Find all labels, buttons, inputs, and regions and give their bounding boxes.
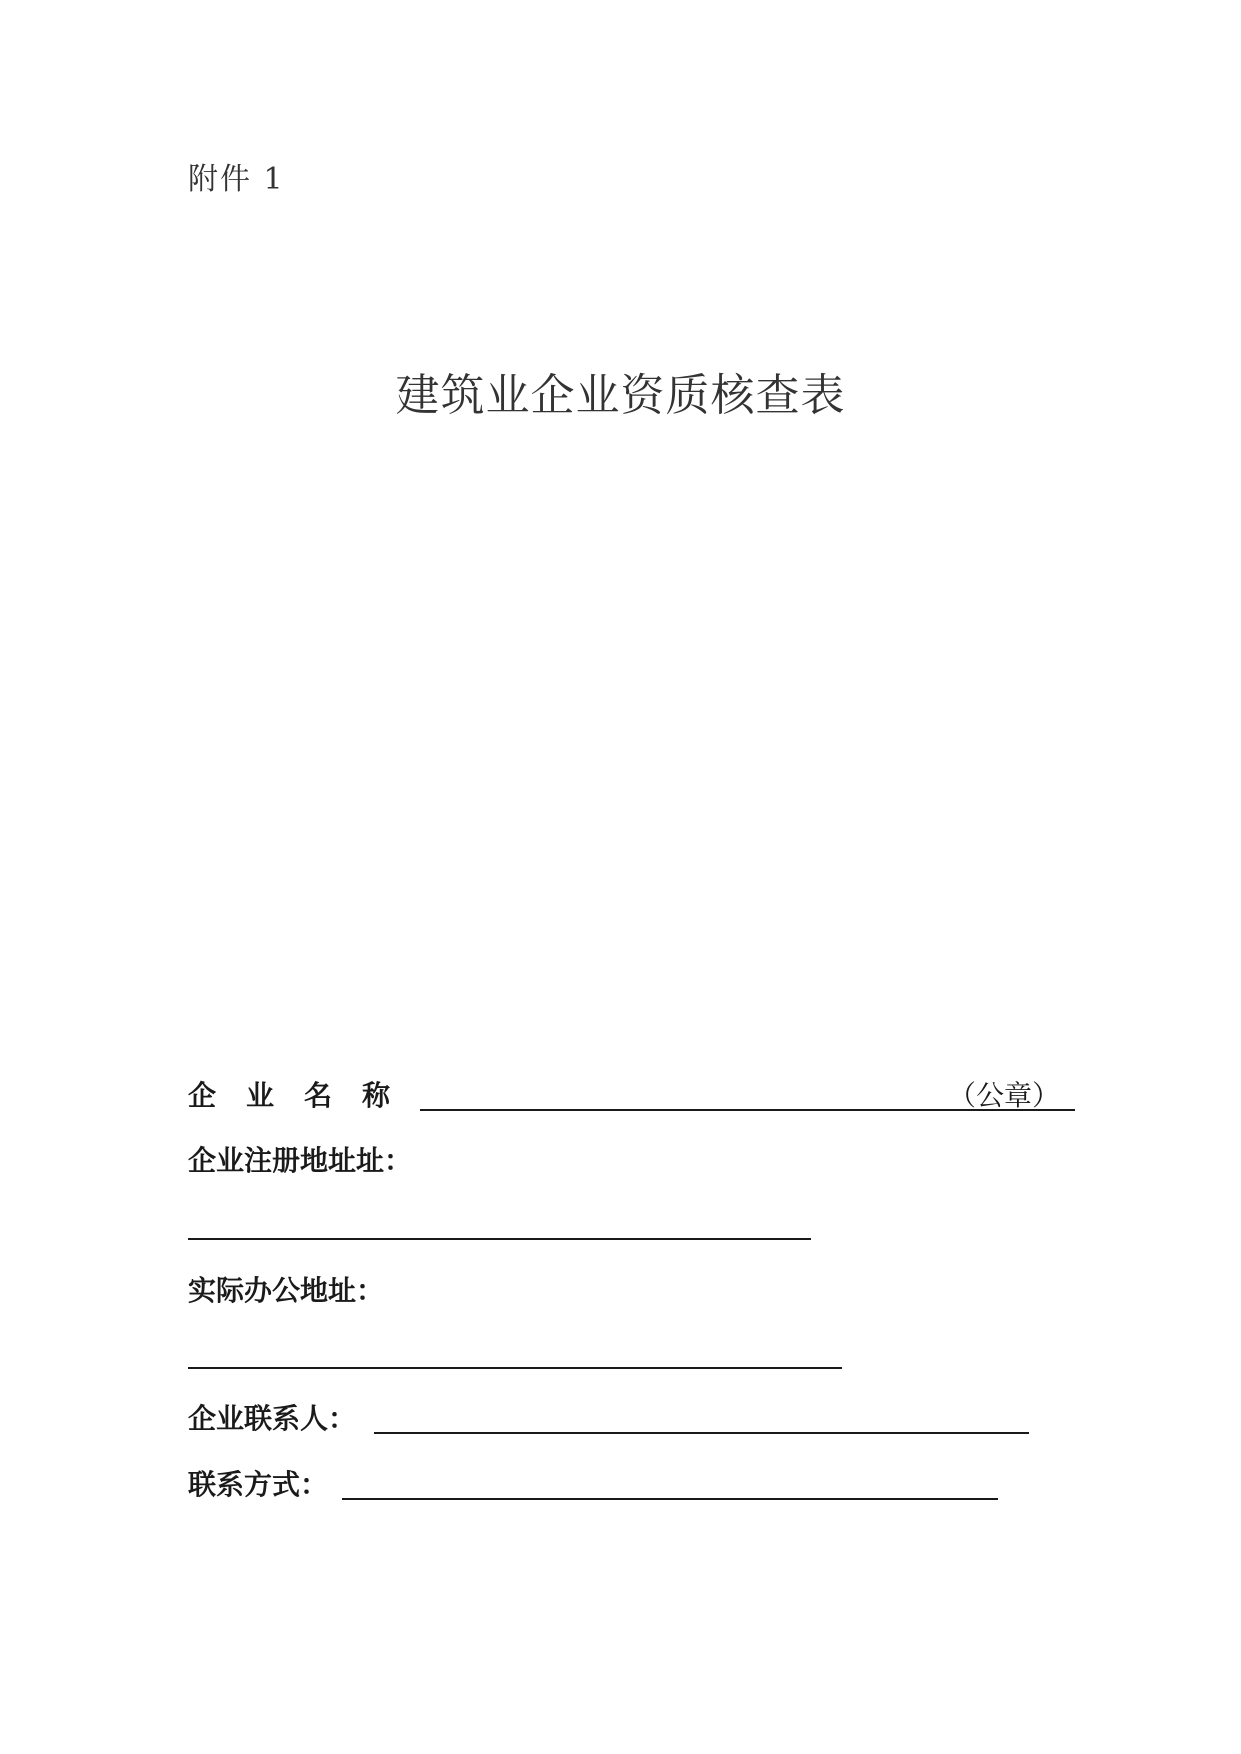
registered-address-label: 企业注册地址址： — [188, 1144, 413, 1177]
attachment-label: 附件 1 — [188, 162, 285, 197]
contact-person-field[interactable] — [374, 1432, 1029, 1434]
office-address-label: 实际办公地址： — [188, 1274, 385, 1307]
contact-method-label: 联系方式： — [188, 1468, 329, 1501]
contact-method-field[interactable] — [342, 1498, 998, 1500]
document-title: 建筑业企业资质核查表 — [395, 370, 846, 421]
seal-label: （公章） — [948, 1079, 1061, 1112]
contact-person-label: 企业联系人： — [188, 1402, 357, 1435]
company-name-label: 企业名称 — [188, 1079, 421, 1112]
registered-address-field[interactable] — [188, 1238, 811, 1240]
office-address-field[interactable] — [188, 1367, 842, 1369]
